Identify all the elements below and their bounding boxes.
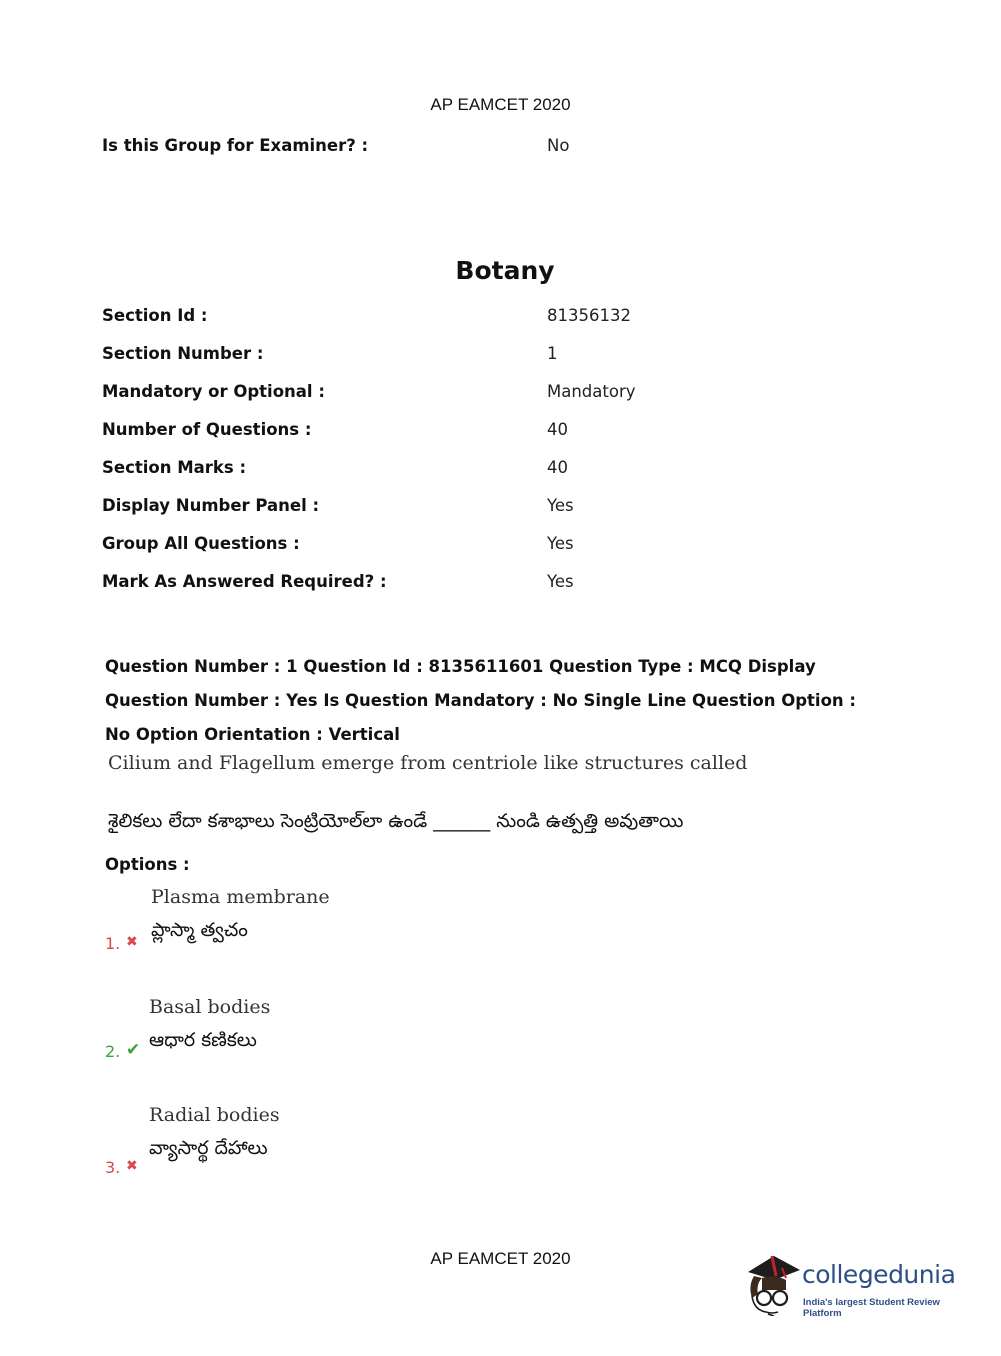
page-footer: AP EAMCET 2020 xyxy=(430,1249,571,1268)
mark-as-answered-row xyxy=(102,572,902,596)
question-meta: Question Number : 1 Question Id : 8135611601 Question Type : MCQ Display Question Number : Yes Is Question Mandatory : No Single Line Question Option : No Option Orientation : Vertical xyxy=(105,657,857,744)
options-label: Options : xyxy=(105,855,190,874)
option-1 xyxy=(105,886,705,976)
cross-icon: ✖ xyxy=(126,1158,138,1174)
logo-name: collegedunia xyxy=(802,1260,956,1289)
option-text-telugu: వ్యాసార్థ దేహాలు xyxy=(149,1137,268,1159)
section-title: Botany xyxy=(455,256,555,285)
option-text-english: Radial bodies xyxy=(149,1104,280,1126)
field-label: Section Marks : xyxy=(102,458,247,477)
option-3 xyxy=(105,1104,705,1194)
examiner-group-row xyxy=(102,136,902,160)
field-value: 40 xyxy=(547,458,568,477)
field-label: Section Id : xyxy=(102,306,208,325)
group-all-questions-row xyxy=(102,534,902,558)
section-number-row xyxy=(102,344,902,368)
option-text-english: Basal bodies xyxy=(149,996,271,1018)
option-number: 3. xyxy=(105,1158,121,1177)
cross-icon: ✖ xyxy=(126,934,138,950)
field-value: Mandatory xyxy=(547,382,636,401)
field-value: 81356132 xyxy=(547,306,631,325)
display-number-panel-row xyxy=(102,496,902,520)
field-value: Yes xyxy=(547,534,574,553)
logo-tagline: India's largest Student Review Platform xyxy=(803,1297,940,1319)
mandatory-row xyxy=(102,382,902,406)
mascot-icon xyxy=(742,1250,802,1316)
option-number: 2. xyxy=(105,1042,121,1061)
number-of-questions-row xyxy=(102,420,902,444)
section-id-row xyxy=(102,306,902,330)
page-header: AP EAMCET 2020 xyxy=(430,95,571,114)
section-marks-row xyxy=(102,458,902,482)
field-label: Mandatory or Optional : xyxy=(102,382,325,401)
option-number: 1. xyxy=(105,934,121,953)
examiner-group-value: No xyxy=(547,136,570,155)
field-label: Section Number : xyxy=(102,344,264,363)
question-text-english: Cilium and Flagellum emerge from centriole like structures called xyxy=(108,752,748,774)
question-text-telugu: శైలికలు లేదా కశాభాలు సెంట్రియోల్‌లా ఉండే ______ నుండి ఉత్పత్తి అవుతాయి xyxy=(108,810,684,832)
field-value: Yes xyxy=(547,572,574,591)
field-value: Yes xyxy=(547,496,574,515)
option-2 xyxy=(105,996,705,1086)
field-label: Number of Questions : xyxy=(102,420,312,439)
option-text-telugu: ఆధార కణికలు xyxy=(149,1029,257,1051)
collegedunia-logo xyxy=(742,1250,972,1320)
field-label: Mark As Answered Required? : xyxy=(102,572,387,591)
field-label: Group All Questions : xyxy=(102,534,300,553)
field-label: Display Number Panel : xyxy=(102,496,320,515)
check-icon: ✔ xyxy=(126,1040,141,1060)
option-text-english: Plasma membrane xyxy=(151,886,330,908)
field-value: 1 xyxy=(547,344,558,363)
field-value: 40 xyxy=(547,420,568,439)
examiner-group-label: Is this Group for Examiner? : xyxy=(102,136,369,155)
option-text-telugu: ప్లాస్మా త్వచం xyxy=(151,919,248,941)
